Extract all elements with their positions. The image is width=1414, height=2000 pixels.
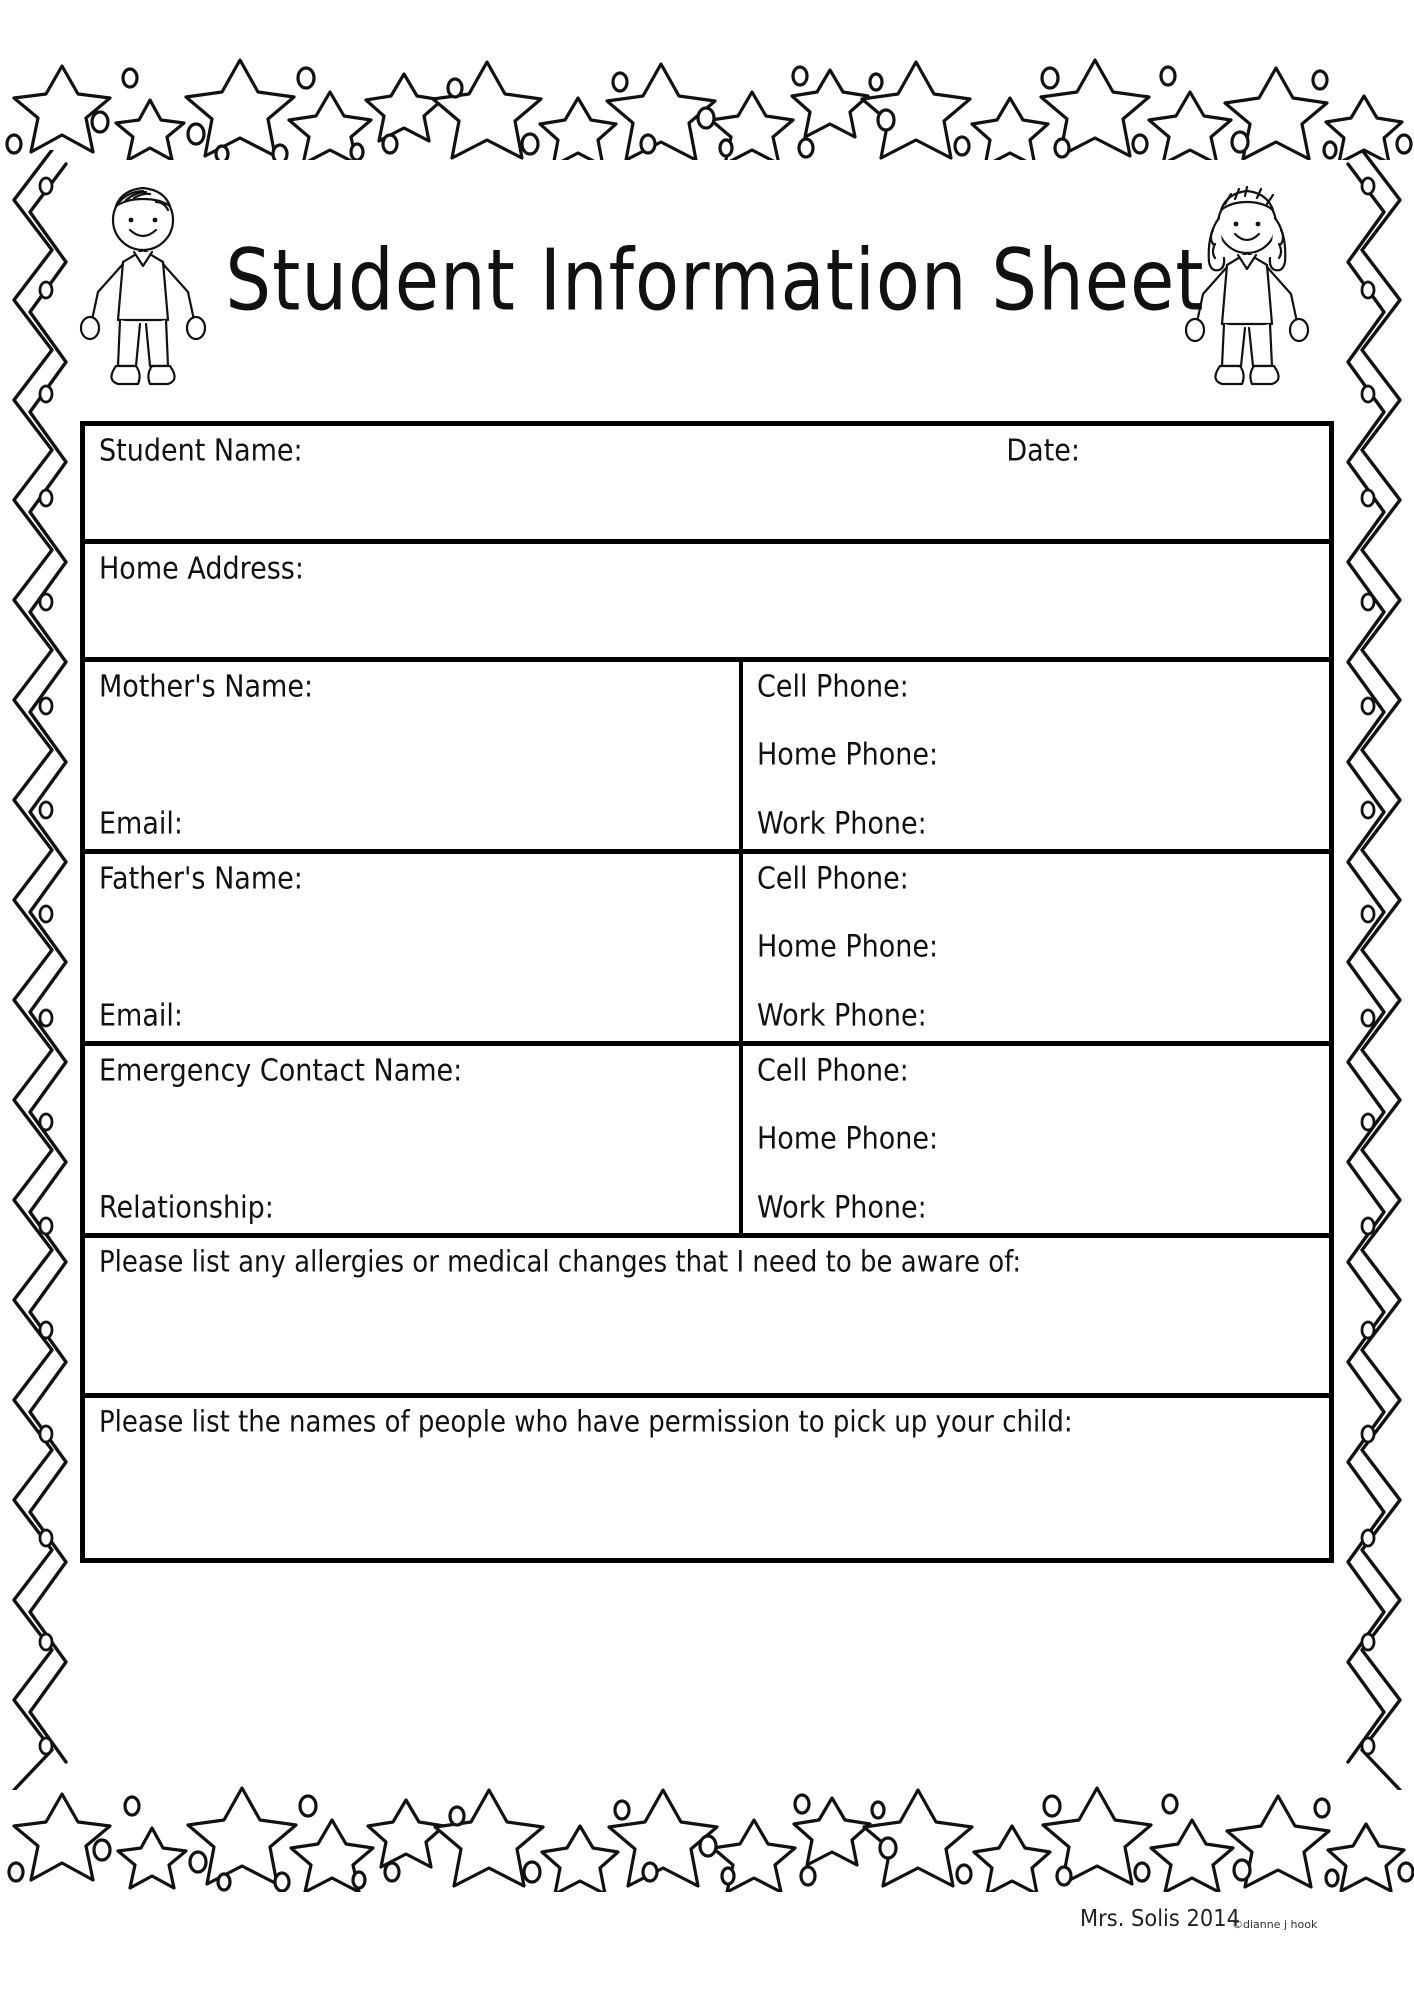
form-row-home-address [85, 544, 1329, 662]
label-emergency-cell-phone: Cell Phone: [757, 1053, 909, 1089]
form-row-emergency-contact [85, 1046, 1329, 1238]
cell-allergies[interactable] [85, 1238, 1329, 1393]
label-mother-work-phone: Work Phone: [757, 806, 927, 842]
label-father-work-phone: Work Phone: [757, 998, 927, 1034]
cell-pickup-permission[interactable] [85, 1398, 1329, 1558]
label-father-cell-phone: Cell Phone: [757, 861, 909, 897]
cell-father-name-email[interactable] [85, 854, 743, 1041]
cell-mother-name-email[interactable] [85, 662, 743, 849]
cell-student-name-date[interactable] [85, 426, 1329, 539]
label-relationship: Relationship: [99, 1190, 274, 1226]
label-emergency-contact-name: Emergency Contact Name: [99, 1053, 463, 1089]
teacher-credit: Mrs. Solis 2014 [1080, 1905, 1240, 1932]
page-title-wrapper [180, 225, 1250, 335]
clipart-credit: ©dianne j hook [1232, 1918, 1318, 1931]
form-row-mother [85, 662, 1329, 854]
form-row-allergies [85, 1238, 1329, 1398]
right-zigzag-border [1344, 150, 1414, 1790]
form-row-pickup-permission [85, 1398, 1329, 1558]
cell-emergency-name-relationship[interactable] [85, 1046, 743, 1233]
form-row-student-name [85, 426, 1329, 544]
label-emergency-work-phone: Work Phone: [757, 1190, 927, 1226]
cell-home-address[interactable] [85, 544, 1329, 657]
label-mother-cell-phone: Cell Phone: [757, 669, 909, 705]
label-date: Date: [1006, 433, 1080, 469]
label-mother-email: Email: [99, 806, 184, 842]
label-fathers-name: Father's Name: [99, 861, 303, 897]
form-row-father [85, 854, 1329, 1046]
label-home-address: Home Address: [99, 551, 304, 587]
cell-mother-phones[interactable] [743, 662, 1329, 849]
question-pickup-permission: Please list the names of people who have permission to pick up your child: [99, 1405, 1073, 1440]
label-father-email: Email: [99, 998, 184, 1034]
label-mother-home-phone: Home Phone: [757, 738, 939, 773]
top-star-border [0, 48, 1414, 160]
label-mothers-name: Mother's Name: [99, 669, 314, 705]
label-father-home-phone: Home Phone: [757, 930, 939, 965]
cell-emergency-phones[interactable] [743, 1046, 1329, 1233]
page-title: Student Information Sheet [225, 230, 1205, 330]
left-zigzag-border [0, 150, 70, 1790]
question-allergies: Please list any allergies or medical changes that I need to be aware of: [99, 1245, 1022, 1280]
student-information-form [80, 421, 1334, 1563]
label-emergency-home-phone: Home Phone: [757, 1122, 939, 1157]
bottom-star-border [0, 1772, 1414, 1892]
label-student-name: Student Name: [99, 433, 303, 469]
cell-father-phones[interactable] [743, 854, 1329, 1041]
